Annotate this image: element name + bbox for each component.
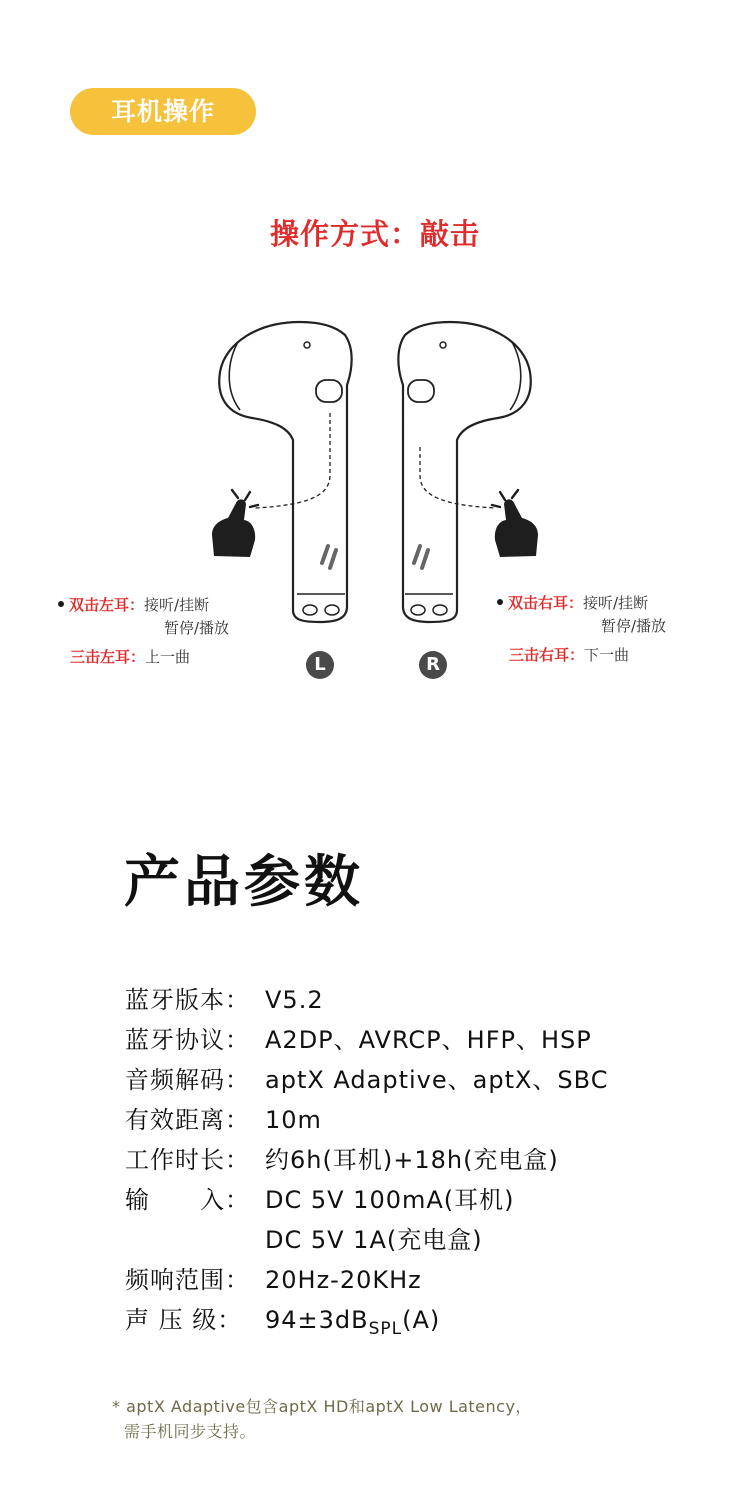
- spec-row: DC 5V 1A(充电盒): [265, 1226, 483, 1254]
- right-earbud: [398, 322, 530, 622]
- left-double-tap: 双击左耳：接听/挂断: [58, 594, 209, 616]
- spec-row: 声 压 级： $94\pm 3dB_{SPL}(A)$: [125, 1306, 441, 1339]
- tap-hand-left-icon: [212, 490, 258, 557]
- left-earbud: [219, 322, 351, 622]
- spec-row: 蓝牙协议： A2DP、AVRCP、HFP、HSP: [125, 1026, 592, 1054]
- left-double-tap-line2: 暂停/播放: [164, 619, 230, 637]
- spec-row: 频响范围： 20Hz-20KHz: [125, 1266, 422, 1294]
- bullet-icon: [497, 599, 503, 605]
- bullet-icon: [58, 601, 64, 607]
- params-title: 产品参数: [124, 850, 364, 915]
- left-triple-tap: 三击左耳：上一曲: [70, 648, 191, 666]
- right-side-badge: R: [419, 651, 447, 679]
- footnote: * aptX Adaptive包含aptX HD和aptX Low Latency， 需手机同步支持。: [112, 1397, 532, 1441]
- operation-title: 操作方式：敲击: [269, 217, 480, 251]
- left-side-badge: L: [306, 651, 334, 679]
- tap-hand-right-icon: [492, 490, 538, 557]
- spec-row: 蓝牙版本： V5.2: [125, 986, 324, 1014]
- spec-row: 工作时长： 约6h(耳机)+18h(充电盒): [125, 1146, 559, 1174]
- spec-row: 有效距离： 10m: [125, 1106, 322, 1134]
- section-badge: 耳机操作: [70, 88, 256, 135]
- right-double-tap-line2: 暂停/播放: [601, 617, 667, 635]
- right-triple-tap: 三击右耳：下一曲: [509, 646, 630, 664]
- spec-row: 输 入： DC 5V 100mA(耳机): [125, 1186, 515, 1214]
- right-double-tap: 双击右耳：接听/挂断: [497, 592, 648, 614]
- spec-row: 音频解码： aptX Adaptive、aptX、SBC: [125, 1066, 609, 1094]
